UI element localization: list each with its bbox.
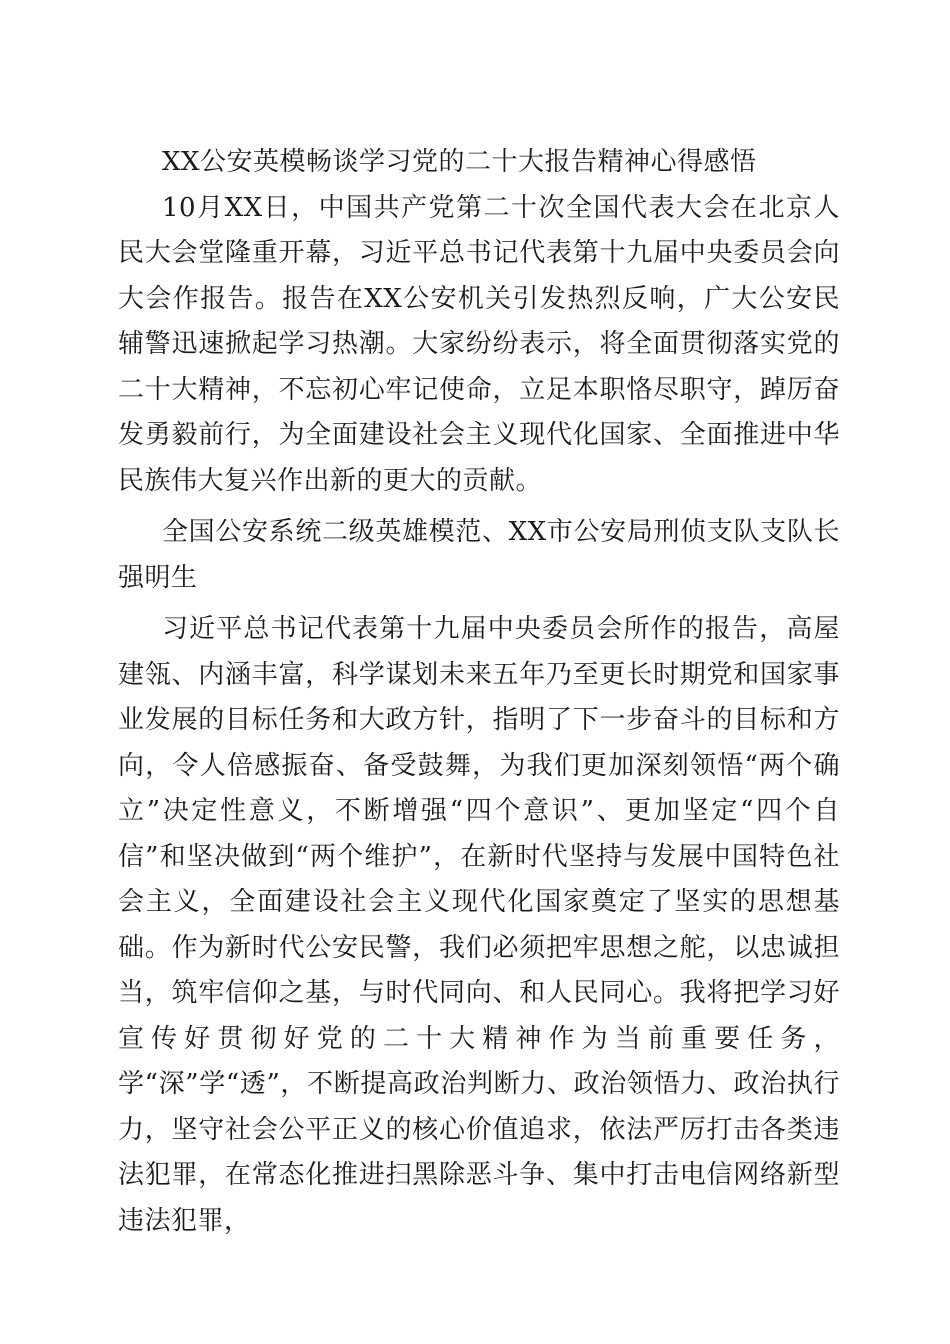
intro-paragraph: 10月XX日，中国共产党第二十次全国代表大会在北京人民大会堂隆重开幕，习近平总书记代表第十九届中央委员会向大会作报告。报告在XX公安机关引发热烈反响，广大公安民辅警迅速掀起学习热潮。大家纷纷表示，将全面贯彻落实党的二十大精神，不忘初心牢记使命，立足本职恪尽职守，踔厉奋发勇毅前行，为全面建设社会主义现代化国家、全面推进中华民族伟大复兴作出新的更大的贡献。 xyxy=(118,192,840,496)
body-paragraph: 习近平总书记代表第十九届中央委员会所作的报告，高屋建瓴、内涵丰富，科学谋划未来五年乃至更长时期党和国家事业发展的目标任务和大政方针，指明了下一步奋斗的目标和方向，令人倍感振奋、备受鼓舞，为我们更加深刻领悟“两个确立”决定性意义，不断增强“四个意识”、更加坚定“四个自信”和坚决做到“两个维护”，在新时代坚持与发展中国特色社会主义，全面建设社会主义现代化国家奠定了坚实的思想基础。作为新时代公安民警，我们必须把牢思想之舵，以忠诚担当，筑牢信仰之基，与时代同向、和人民同心。我将把学习好宣传好贯彻好党的二十大精神作为当前重要任务，学“深”学“透”，不断提高政治判断力、政治领悟力、政治执行力，坚守社会公平正义的核心价值追求，依法严厉打击各类违法犯罪，在常态化推进扫黑除恶斗争、集中打击电信网络新型违法犯罪， xyxy=(118,614,840,1236)
speaker-byline: 全国公安系统二级英雄模范、XX市公安局刑侦支队支队长强明生 xyxy=(118,517,840,593)
document-title: XX公安英模畅谈学习党的二十大报告精神心得感悟 xyxy=(162,147,757,177)
document-body xyxy=(118,140,840,1244)
